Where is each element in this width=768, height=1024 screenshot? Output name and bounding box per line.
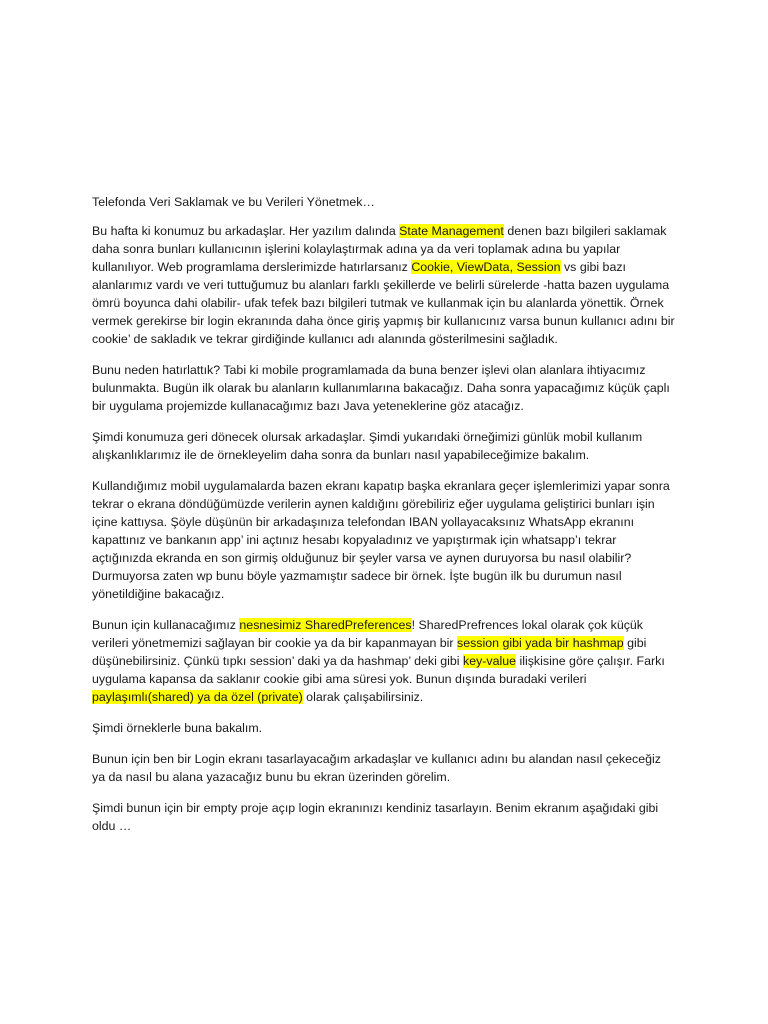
text-segment: ilişkisine göre çalışır. Farkı uygulama kapansa da saklanır cookie gibi ama süresi yok. Bunun dışında buradaki verileri — [92, 654, 665, 686]
text-segment: Şimdi örneklerle buna bakalım. — [92, 721, 263, 735]
text-segment: Şimdi konumuza geri dönecek olursak arkadaşlar. Şimdi yukarıdaki örneğimizi günlük mobil kullanım alışkanlıklarımız ile de örnekleyelim daha sonra da bunları nasıl yapabileceğimize bakalım. — [92, 430, 643, 462]
text-segment: vs gibi bazı alanlarımız vardı ve veri tuttuğumuz bu alanları farklı şekillerde ve belirli sürelerde -hatta bazen uygulama ömrü boyunca dahi olabilir- ufak tefek bazı bilgileri tutmak ve kullanmak için bu alanlarda yönettik. Örnek vermek gerekirse bir login ekranında daha önce giriş yapmış bir kullanıcınız varsa bunun kullanıcı adını bir cookie’ de sakladık ve tekrar girdiğinde kullanıcı adı alanında gösterilmesini sağladık. — [92, 260, 675, 346]
paragraph — [92, 361, 676, 415]
highlighted-text: State Management — [399, 224, 504, 238]
paragraph — [92, 750, 676, 786]
text-segment: Bunun için kullanacağımız — [92, 618, 240, 632]
text-segment: Şimdi bunun için bir empty proje açıp login ekranınızı kendiniz tasarlayın. Benim ekranım aşağıdaki gibi oldu … — [92, 801, 659, 833]
paragraph — [92, 428, 676, 464]
text-segment: olarak çalışabilirsiniz. — [302, 690, 424, 704]
paragraph — [92, 719, 676, 737]
highlighted-text: nesnesimiz SharedPreferences — [239, 618, 412, 632]
highlighted-text: key-value — [463, 654, 517, 668]
text-segment: Bunu neden hatırlattık? Tabi ki mobile programlamada da buna benzer işlevi olan alanlara ihtiyacımız bulunmakta. Bugün ilk olarak bu alanların kullanımlarına bakacağız. Daha sonra yapacağımız küçük çaplı bir uygulama projemizde kullanacağımız bazı Java yeteneklerine göz atacağız. — [92, 363, 670, 413]
paragraph — [92, 222, 676, 348]
text-segment: Bu hafta ki konumuz bu arkadaşlar. Her yazılım dalında — [92, 224, 400, 238]
highlighted-text: paylaşımlı(shared) ya da özel (private) — [92, 690, 303, 704]
highlighted-text: session gibi yada bir hashmap — [457, 636, 624, 650]
highlighted-text: Cookie, ViewData, Session — [411, 260, 561, 274]
text-segment: denen bazı bilgileri saklamak daha sonra bunları kullanıcının işlerini kolaylaştırmak adına ya da veri toplamak adına bu yapılar kullanılıyor. Web programlama derslerimizde hatırlarsanız — [92, 224, 667, 274]
text-segment: ! SharedPrefrences lokal olarak çok küçük verileri yönetmemizi sağlayan bir cookie ya da bir kapanmayan bir — [92, 618, 643, 650]
paragraph — [92, 616, 676, 706]
text-segment: Kullandığımız mobil uygulamalarda bazen ekranı kapatıp başka ekranlara geçer işlemlerimizi yapar sonra tekrar o ekrana döndüğümüzde verilerin aynen kaldığını görebiliriz eğer uygulama geliştirici bunları işin içine kattıysa. Şöyle düşünün bir arkadaşınıza telefondan IBAN yollayacaksınız WhatsApp ekranını kapattınız ve bankanın app’ ini açtınız hesabı kopyaladınız ve yapıştırmak için whatsapp’ı tekrar açtığınızda ekranda en son girmiş olduğunuz bir şeyler varsa ve aynen duruyorsa bu nasıl olabilir? Durmuyorsa zaten wp bunu böyle yazmamıştır sadece bir örnek. İşte bugün ilk bu durumun nasıl yönetildiğine bakacağız. — [92, 479, 670, 601]
paragraph — [92, 799, 676, 835]
text-segment: gibi düşünebilirsiniz. Çünkü tıpkı session’ daki ya da hashmap’ deki gibi — [92, 636, 647, 668]
text-segment: Bunun için ben bir Login ekranı tasarlayacağım arkadaşlar ve kullanıcı adını bu alandan nasıl çekeceğiz ya da nasıl bu alana yazacağız bunu bu ekran üzerinden görelim. — [92, 752, 661, 784]
document-body — [92, 222, 676, 835]
document-title: Telefonda Veri Saklamak ve bu Verileri Yönetmek… — [92, 195, 375, 209]
paragraph — [92, 477, 676, 603]
